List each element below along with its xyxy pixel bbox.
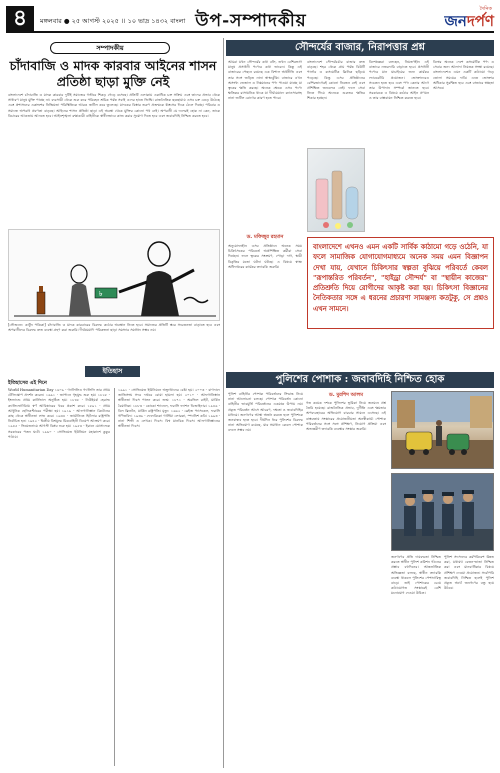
masthead-small: দৈনিক — [479, 6, 492, 12]
masthead-part1: জন — [444, 12, 467, 30]
police-column-3: জনগণের প্রতি দায়বদ্ধতা নিশ্চিত করতে স্বাধীন পুলিশ কমিশন গঠনের প্রস্তাব বহুদিনের। আন্তর্জাতিক অভিজ্ঞতা বলছে, স্বাধীন তদারকি ব্যবস্থা থাকলে পুলিশের পেশাদারিত্ব বাড়ে। তাই পোশাকের চেয়ে কাঠামোগত সংস্কারেই বেশি মনোযোগ দেওয়া উচিত। — [391, 555, 441, 596]
police-byline: ড. মুরশিদ আলম — [329, 392, 363, 398]
masthead-part2: দর্পণ — [466, 12, 494, 30]
cartoon-caption: [সৌজন্যে: কার্টুন পত্রিকা] চাঁদাবাজি ও মাদক কারবারের বিরুদ্ধে কঠোর অবস্থান নিতে হবে। সমাজের প্রতিটি স্তরে সচেতনতা বাড়াতে হবে এবং অপরাধীদের বিরুদ্ধে দ্রুত ব্যবস্থা গ্রহণ করা জরুরি। দীর্ঘমেয়াদি পরিকল্পনা ছাড়া সমস্যার সমাধান সম্ভব নয়। — [8, 323, 220, 333]
market-column-1: আমরা যখন সৌন্দর্যের কথা বলি, তখন বেশিরভাগ মানুষ প্রসাধনী পণ্যের কথা ভাবেন। কিন্তু এই বাজারের পেছনে রয়েছে এক বিশাল অর্থনীতি এবং তার সঙ্গে জড়িত নানা স্বাস্থ্যঝুঁকি। বাজারে এখন অসংখ্য ভেজাল ও নিম্নমানের পণ্য পাওয়া যাচ্ছে যা ত্বকের ক্ষতি করছে। অনেক ক্ষেত্রে এসব পণ্যে ক্ষতিকর রাসায়নিক থাকে যা দীর্ঘমেয়াদে ক্যানসারসহ নানা জটিল রোগের কারণ হতে পারে। — [228, 60, 302, 101]
editorial-body: বাংলাদেশে চাঁদাবাজি ও মাদক কারবার দুটিই সমাজের গভীরে শিকড় গেড়ে বসেছে। প্রতিটি এলাকায় একাধিক চক্র সক্রিয় এবং তাদের প্রভাব থেকে সাধারণ মানুষ মুক্তি পাচ্ছে না। ব্যবসায়ী থেকে শুরু করে পরিবহন শ্রমিক পর্যন্ত সবাই এদের হাতে জিম্মি। রাজনৈতিক ছত্রছায়ায় এসব চক্র বেড়ে উঠেছে এবং প্রশাসনের একাংশের নিষ্ক্রিয়তা পরিস্থিতিকে আরও জটিল করে তুলেছে। মাদকের বিস্তার তরুণ প্রজন্মকে ধ্বংসের দিকে ঠেলে দিচ্ছে। পরিবার ও সমাজে অপরাধ প্রবণতা বাড়ছে। আইনের শাসন প্রতিষ্ঠা ছাড়া এই অবস্থা থেকে মুক্তির কোনো পথ নেই। অপরাধী যে দলেরই হোক না কেন, তাকে বিচারের আওতায় আনতে হবে। আইনশৃঙ্খলা রক্ষাকারী বাহিনীকে স্বাধীনভাবে কাজ করার সুযোগ দিতে হবে এবং জবাবদিহি নিশ্চিত করতে হবে। — [8, 93, 220, 118]
market-column-3: বিশেষজ্ঞরা বলছেন, নিয়ন্ত্রণহীন এই বাজারে নজরদারি বাড়াতে হবে। প্রসাধনী পণ্যের মান যাচাইয়ের জন্য কার্যকর ল্যাবরেটরি প্রয়োজন। ভোক্তাদেরও সচেতন হতে হবে এবং পণ্য কেনার আগে তার উপাদান সম্পর্কে জানতে হবে। সরকারকে এ বিষয়ে কঠোর আইন প্রণয়ন ও তার বাস্তবায়ন নিশ্চিত করতে হবে। — [369, 60, 429, 101]
svg-text:৳: ৳ — [99, 290, 103, 298]
column-divider — [223, 38, 224, 768]
police-officers-illustration — [392, 474, 494, 551]
cosmetics-illustration — [308, 149, 366, 233]
police-photo-officers — [391, 473, 494, 551]
market-column-4: বিশ্বের অনেক দেশে কসমেটিক পণ্য ও সেবার জন্য আলাদা নিয়ন্ত্রক সংস্থা রয়েছে। বাংলাদেশেও এমন একটি কাঠামো গড়ে তোলা সময়ের দাবি। এতে ভোক্তার অধিকার সুরক্ষিত হবে এবং বাজারে স্বচ্ছতা আসবে। — [433, 60, 494, 91]
history-subtitle: ইতিহাসের এই দিনে — [8, 380, 47, 386]
police-column-1: পুলিশ বাহিনীর পোশাক পরিবর্তনের সিদ্ধান্ত নিয়ে নানা আলোচনা চলছে। পোশাক পরিবর্তন কোনো বাহিনীর ভাবমূর্তি পরিবর্তনের একমাত্র উপায় নয়। প্রকৃত পরিবর্তন আসে আচরণ, দক্ষতা ও জবাবদিহির মাধ্যমে। জনগণের আস্থা অর্জন করতে হলে পুলিশকে জনবান্ধব হতে হবে। দীর্ঘদিন ধরে পুলিশের বিরুদ্ধে নানা অভিযোগ রয়েছে, যার সমাধান কেবল পোশাক বদলে সম্ভব নয়। — [228, 392, 303, 433]
market-article-headline: সৌন্দর্যের বাজার, নিরাপত্তার প্রশ্ন — [226, 40, 494, 56]
page-header — [6, 6, 494, 33]
history-divider — [114, 388, 115, 766]
pull-quote-box — [307, 237, 494, 329]
editorial-title: চাঁদাবাজি ও মাদক কারবার আইনের শাসন প্রতিষ্ঠা ছাড়া মুক্তি নেই — [9, 58, 217, 89]
editorial-label: সম্পাদকীয় — [50, 42, 170, 54]
page-number: ৪ — [6, 6, 34, 31]
pull-quote: বাংলাদেশে এখনও এমন একটি সার্বিক কাঠামো গড়ে ওঠেনি, যা ফলে সামাজিক যোগাযোগমাধ্যমে অনেক সময় এমন বিজ্ঞাপন দেখা যায়, যেখানে চিকিৎসার স্বল্পতা বুঝিয়ে পরিবর্তে কেবল "রূপান্তরিত পরিবর্তন", "হাইড্রা সৌন্দর্য" বা "স্থায়ীন কাজের" প্রতিশ্রুতি দিয়ে রোগীদের আকৃষ্ট করা হয়। চিকিৎসা বিজ্ঞানের নৈতিকতার সঙ্গে এ ধরনের প্রচারণা সামঞ্জস্য কতটুকু, সে প্রশ্নও এখন সামনে। — [313, 243, 488, 313]
history-title: ইতিহাস — [85, 366, 140, 377]
editorial-cartoon — [8, 229, 220, 321]
police-article-headline: পুলিশের পোশাক : জবাবদিহি নিশ্চিত হোক — [226, 372, 494, 388]
police-column-4: পুলিশ সদস্যদের কর্মপরিবেশ উন্নত করা, যথাযথ বেতন-ভাতা নিশ্চিত করা এবং মানবাধিকার বিষয়ে প্রশিক্ষণ দেওয়া প্রয়োজন। সর্বোপরি জবাবদিহি নিশ্চিত হলেই পুলিশ প্রকৃত অর্থে জনগণের বন্ধু হয়ে উঠবে। — [444, 555, 494, 591]
masthead-name — [412, 13, 494, 30]
market-column-2: বাংলাদেশে সৌন্দর্যচর্চার বাজার দ্রুত বাড়ছে। শহর থেকে গ্রাম পর্যন্ত বিউটি পার্লার ও কসমেটিক ক্লিনিক ছড়িয়ে পড়েছে। কিন্তু এসব প্রতিষ্ঠানের বেশিরভাগেরই কোনো নিবন্ধন নেই এবং প্রশিক্ষিত জনবলও নেই। ফলে সেবা নিতে গিয়ে অনেকে গুরুতর ক্ষতির শিকার হচ্ছেন। — [307, 60, 365, 101]
history-column-2: ১৯৯১ - সোভিয়েত ইউনিয়নে অভ্যুত্থানের চেষ্টা হয়। ২০০৩ - বাগদাদে জাতিসংঘ সদর দপ্তরে বোমা হামলা হয়। ২০১০ - আফগানিস্তান স্বাধীনতা দিবস পালন করে। জন্ম: ১৮৭১ - অরভিল রাইট, মার্কিন বৈমানিক। ১৮৮৩ - কোকো শ্যানেল, ফরাসি ফ্যাশন ডিজাইনার। ১৯৪৬ - বিল ক্লিনটন, মার্কিন রাষ্ট্রপতি। মৃত্যু: ১৬৬২ - ব্লেইজ প্যাসকেল, ফরাসি গণিতবিদ। ১৯৩৬ - ফেদেরিকো গার্সিয়া লোরকা, স্প্যানিশ কবি। ১৯৯৩ - নানা শিল্পী ও লেখক। দিবস: বিশ্ব মানবিক দিবস। আফগানিস্তানের স্বাধীনতা দিবস। — [118, 388, 220, 429]
market-byline: ড. মফিজুর রহমান — [246, 234, 284, 240]
market-column-1b: অনুমোদনহীন এসব প্রতিষ্ঠানে অনেক সময় চিকিৎসকের পরিবর্তে অপ্রশিক্ষিত কর্মীরা সেবা দিচ্ছেন। ফলে ত্বকের সংক্রমণ, পোড়া দাগ, স্থায়ী বিকৃতির মতো ঘটনা ঘটছে। এ বিষয়ে স্বাস্থ্য অধিদপ্তরের কার্যকর তদারকি জরুরি। — [228, 244, 302, 269]
section-title: উপ-সম্পাদকীয় — [195, 11, 307, 31]
police-photo-street — [391, 391, 494, 469]
masthead-logo — [412, 6, 494, 31]
police-street-illustration — [392, 392, 494, 469]
cosmetics-photo — [307, 148, 365, 232]
date-line: মঙ্গলবার ● ২৫ আগস্ট ২০২৫ ।। ১০ ভাদ্র ১৪৩২ বাংলা — [40, 17, 186, 25]
police-column-2: গত কয়েক দশকে পুলিশের ভূমিকা নিয়ে জনমনে প্রশ্ন তৈরি হয়েছে। রাজনৈতিক প্রভাব, দুর্নীতি এবং ক্ষমতার অপব্যবহারের অভিযোগ বারবার সামনে এসেছে। এই বাস্তবতায় সংস্কারের প্রয়োজনীয়তা অনস্বীকার্য। পোশাক পরিবর্তনের সঙ্গে সঙ্গে প্রশিক্ষণ, নিয়োগ প্রক্রিয়া এবং অভ্যন্তরীণ তদারকি ব্যবস্থার সংস্কার জরুরি। — [306, 401, 386, 432]
cartoon-drawing — [9, 230, 221, 322]
history-column-1: World Humanitarian Day ১৬০৯ - গ্যালিলিও গ্যালিলি তার প্রথম টেলিস্কোপ প্রদর্শন করেন। ১৬৯১ - জাপানে গৃহযুদ্ধ শুরু হয়। ১৮২৮ - ইংল্যান্ডে প্রথম কার্নিভাল অনুষ্ঠিত হয়। ১৮৪৮ - নিউইয়র্ক হেরাল্ড ক্যালিফোর্নিয়ায় স্বর্ণ আবিষ্কারের খবর প্রকাশ করে। ১৮৯১ - প্রথম আধুনিক হেলিকপ্টারের পরীক্ষা হয়। ১৯১৯ - আফগানিস্তান ব্রিটেনের কাছ থেকে স্বাধীনতা লাভ করে। ১৯৩৪ - জার্মানিতে হিটলার রাষ্ট্রপতি নির্বাচিত হন। ১৯৪২ - দ্বিতীয় বিশ্বযুদ্ধে মিত্রবাহিনী ডিয়েপ আক্রমণ করে। ১৯৪৫ - ভিয়েতনামে আগস্ট বিপ্লব শুরু হয়। ১৯৫৩ - ইরানে মোসাদ্দেক সরকারের পতন ঘটে। ১৯৬০ - সোভিয়েত ইউনিয়ন মহাকাশে কুকুর পাঠায়। — [8, 388, 110, 439]
